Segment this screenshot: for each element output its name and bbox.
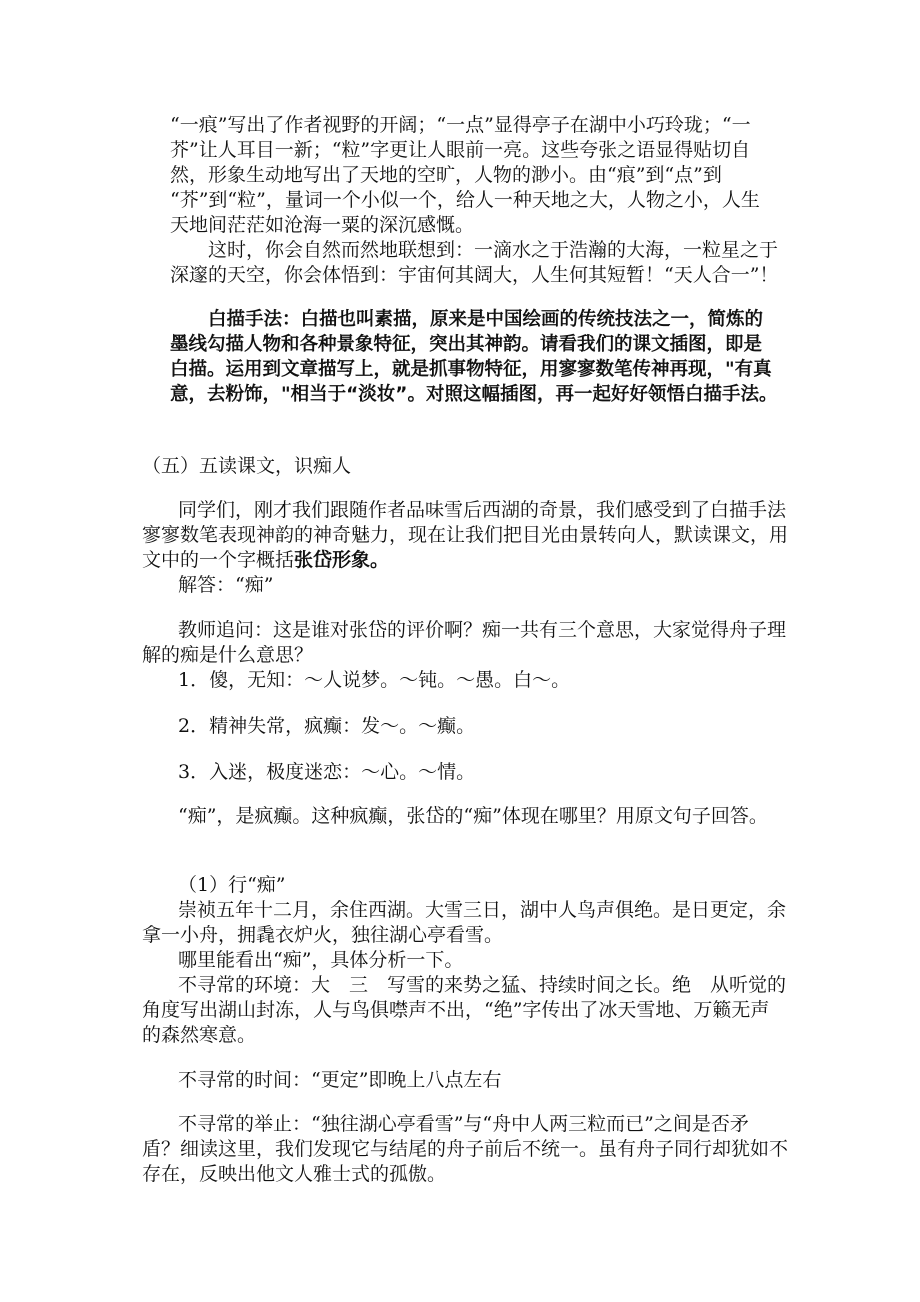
- para-1-line-2: 芥”让人耳目一新；“粒”字更让人眼前一亮。这些夸张之语显得贴切自: [170, 139, 751, 161]
- para-4-line-1: 同学们，刚才我们跟随作者品味雪后西湖的奇景，我们感受到了白描手法: [178, 499, 787, 521]
- meaning-item-3: 3．入迷，极度迷恋：～心。～情。: [178, 761, 476, 783]
- para-5-line-1: 教师追问：这是谁对张岱的评价啊？痴一共有三个意思，大家觉得舟子理: [178, 619, 787, 641]
- para-6: “痴”，是疯癫。这种疯癫，张岱的“痴”体现在哪里？用原文句子回答。: [178, 805, 768, 827]
- para-3-line-2: 墨线勾描人物和各种景象特征，突出其神韵。请看我们的课文插图，即是: [170, 334, 763, 355]
- para-2-line-2: 深邃的天空，你会体悟到：宇宙何其阔大，人生何其短暂！“天人合一”！: [170, 264, 779, 286]
- para-7-line-1: 崇祯五年十二月，余住西湖。大雪三日，湖中人鸟声俱绝。是日更定，余: [178, 899, 787, 921]
- zhangdai-image-emphasis: 张岱形象。: [294, 549, 390, 571]
- para-3-line-4: 意，去粉饰，"相当于“淡妆”。对照这幅插图，再一起好好领悟白描手法。: [170, 384, 778, 405]
- para-11-line-3: 存在，反映出他文人雅士式的孤傲。: [142, 1163, 447, 1185]
- para-2-line-1: 这时，你会自然而然地联想到：一滴水之于浩瀚的大海，一粒星之于: [208, 239, 779, 261]
- subheading-1: （1）行“痴”: [178, 874, 286, 896]
- para-1-line-3: 然，形象生动地写出了天地的空旷，人物的渺小。由“痕”到“点”到: [170, 164, 722, 186]
- para-3-line-1: 白描手法：白描也叫素描，原来是中国绘画的传统技法之一，简炼的: [208, 309, 764, 330]
- para-1-line-5: 天地间茫茫如沧海一粟的深沉感慨。: [170, 214, 475, 236]
- answer: 解答：“痴”: [178, 574, 274, 596]
- para-5-line-2: 解的痴是什么意思？: [142, 644, 314, 666]
- para-1-line-1: “一痕”写出了作者视野的开阔；“一点”显得亭子在湖中小巧玲珑；“一: [170, 114, 751, 136]
- meaning-item-1: 1．傻，无知：～人说梦。～钝。～愚。白～。: [178, 669, 571, 691]
- meaning-item-2: 2．精神失常，疯癫：发～。～癫。: [178, 715, 476, 737]
- para-9-line-1: 不寻常的环境：大 三 写雪的来势之猛、持续时间之长。绝 从听觉的: [178, 974, 787, 996]
- para-4-line-3-text: 文中的一个字概括: [142, 549, 295, 571]
- section-title: （五）五读课文，识痴人: [142, 455, 352, 477]
- para-4-line-3: [142, 547, 389, 573]
- para-11-line-1: 不寻常的举止：“独往湖心亭看雪”与“舟中人两三粒而已”之间是否矛: [178, 1113, 749, 1135]
- para-9-line-2: 角度写出湖山封冻，人与鸟俱噤声不出，“绝”字传出了冰天雪地、万籁无声: [142, 999, 770, 1021]
- para-11-line-2: 盾？细读这里，我们发现它与结尾的舟子前后不统一。虽有舟子同行却犹如不: [142, 1138, 789, 1160]
- para-4-line-2: 寥寥数笔表现神韵的神奇魅力，现在让我们把目光由景转向人，默读课文，用: [142, 524, 789, 546]
- para-10: 不寻常的时间：“更定”即晚上八点左右: [178, 1069, 502, 1091]
- para-3-line-3: 白描。运用到文章描写上，就是抓事物特征，用寥寥数笔传神再现，"有真: [170, 359, 772, 380]
- para-9-line-3: 的森然寒意。: [142, 1024, 257, 1046]
- para-7-line-2: 拿一小舟，拥毳衣炉火，独往湖心亭看雪。: [142, 924, 504, 946]
- para-8: 哪里能看出“痴”，具体分析一下。: [178, 949, 464, 971]
- para-1-line-4: “芥”到“粒”，量词一个小似一个，给人一种天地之大，人物之小，人生: [170, 189, 760, 211]
